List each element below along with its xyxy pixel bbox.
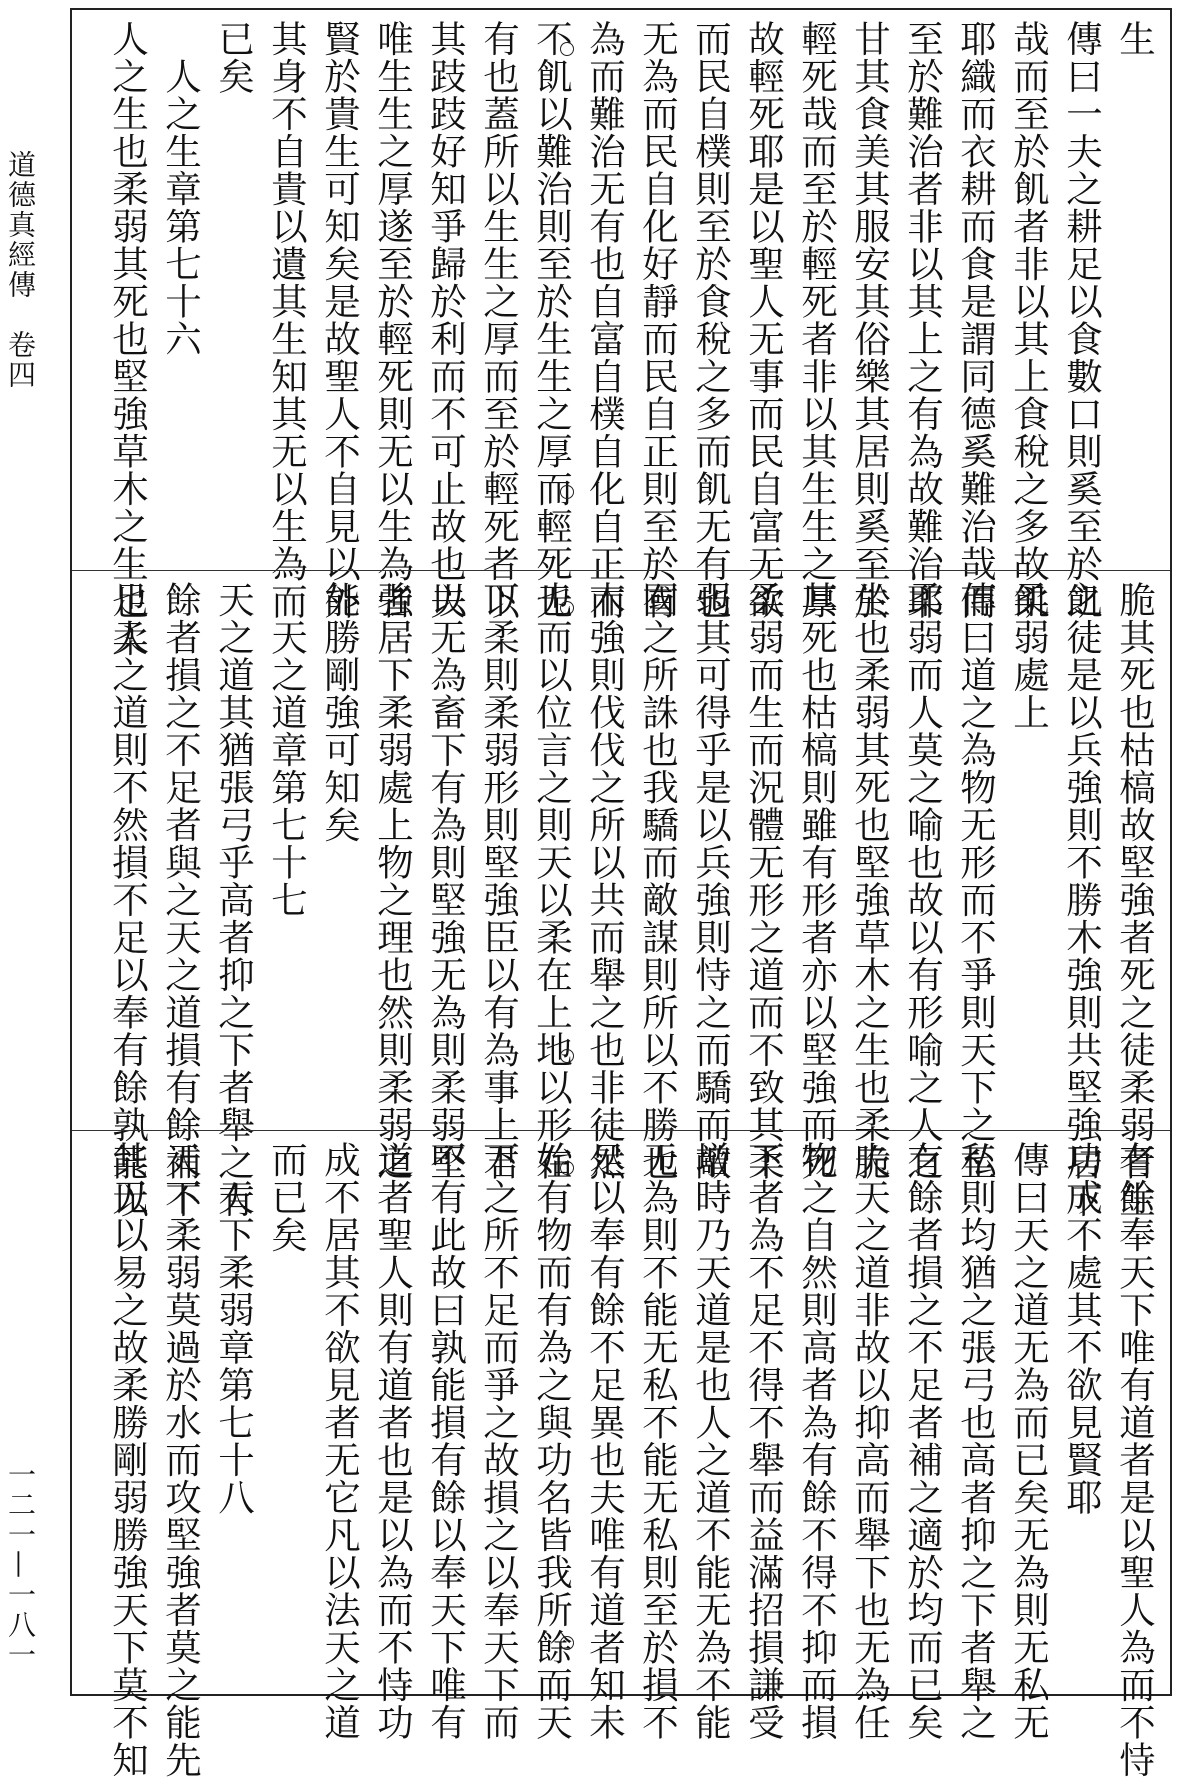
text-column: 无為而民自化好靜而民自正則至於有 [636,20,680,620]
text-column: 其死也枯槁則雖有形者亦以堅強而死 [795,581,839,1181]
text-column: 有也蓋所以生生之厚而至於輕死者以 [477,20,521,620]
text-column: 脆其死也枯槁故堅強者死之徒柔弱者生 [1113,581,1157,1219]
text-column: 木強則伐伐之所以共而舉之也非徒然 [583,581,627,1181]
panel-bottom [72,1130,1170,1779]
text-column: 國之所誅也我驕而敵謀則所以不勝也 [636,581,680,1181]
text-column: 而民自樸則至於食稅之多而飢无有也 [689,20,733,620]
text-column: 其身不自貴以遺其生知其无以生為而 [265,20,309,620]
text-column: 已矣 [212,20,256,95]
text-column: 唯生生之厚遂至於輕死則无以生為者 [371,20,415,620]
text-column: 足以奉有餘不足異也夫唯有道者知未 [583,1141,627,1741]
text-column: 生也柔弱其死也堅強草木之生也柔脆 [848,581,892,1181]
punctuation-circle-mark [560,485,574,499]
text-column: 耶織而衣耕而食是謂同德奚難治哉而 [954,20,998,620]
text-column: 傳曰天之道无為而已矣无為則无私无 [1007,1141,1051,1741]
punctuation-circle-mark [560,1161,574,1175]
text-column: 傳曰道之為物无形而不爭則天下之至 [954,581,998,1181]
chapter-heading: 天下柔弱章第七十八 [212,1141,256,1516]
punctuation-circle-mark [560,1049,574,1063]
text-column: 天之道其猶張弓乎高者抑之下者舉之有 [212,581,256,1219]
page-number-margin: 一二一—一八一 [4,1460,37,1670]
text-column: 足人之道則不然損不足以奉有餘孰能以 [106,581,150,1219]
text-column: 餘者損之不足者與之天之道損有餘補不 [159,581,203,1219]
text-column: 下柔則柔弱形則堅強臣以有為事上君 [477,581,521,1181]
text-column: 弱其可得乎是以兵強則恃之而驕而敵 [689,581,733,1181]
text-column: 无為則不能无私不能无私則至於損不 [636,1141,680,1741]
text-column: 也而以位言之則天以柔在上地以形在 [530,581,574,1181]
text-column: 強居下柔弱處上物之理也然則柔弱之 [371,581,415,1181]
punctuation-circle-mark [560,1636,574,1650]
text-column: 能勝剛強可知矣 [318,581,362,844]
chapter-heading: 人之生章第七十六 [159,20,203,358]
text-column: 夫天之道非故以抑高而舉下也无為任 [848,1141,892,1741]
text-column: 有餘者損之不足者補之適於均而已矣 [901,1141,945,1741]
text-column: 始有物而有為之與功名皆我所餘而天 [530,1141,574,1741]
text-column: 哉而至於飢者非以其上食稅之多故飢 [1007,20,1051,620]
text-column: 柔弱而人莫之喻也故以有形喻之人之 [901,581,945,1181]
text-column: 傳曰一夫之耕足以食數口則奚至於飢 [1060,20,1104,620]
text-column: 道者聖人則有道者也是以為而不恃功 [371,1141,415,1741]
chapter-heading: 天之道章第七十七 [265,581,309,919]
text-column: 之徒是以兵強則不勝木強則共堅強居下 [1060,581,1104,1219]
punctuation-circle-mark [560,601,574,615]
text-column: 增時乃天道是也人之道不能无為不能 [689,1141,733,1741]
text-column: 功成不處其不欲見賢耶 [1060,1141,1104,1516]
text-column: 柔弱處上 [1007,581,1051,731]
book-title-margin: 道德真經傳 卷四 [4,150,37,390]
text-column: 柔弱而生而況體无形之道而不致其柔 [742,581,786,1181]
page-frame [70,8,1172,1779]
text-column: 下者為不足不得不舉而益滿招損謙受 [742,1141,786,1741]
text-column: 人之生也柔弱其死也堅強草木之生也柔 [106,20,150,658]
text-column: 以无為畜下有為則堅強无為則柔弱堅 [424,581,468,1181]
text-column: 其无以易之故柔勝剛弱勝強天下莫不知 [106,1141,150,1779]
text-column: 物之自然則高者為有餘不得不抑而損 [795,1141,839,1741]
text-column: 輕死哉而至於輕死者非以其生生之厚 [795,20,839,620]
text-column: 故輕死耶是以聖人无事而民自富无欲 [742,20,786,620]
text-column: 為而難治无有也自富自樸自化自正而 [583,20,627,620]
text-column: 其跂跂好知爭歸於利而不可止故也夫 [424,20,468,620]
text-column: 生 [1113,20,1157,58]
text-column: 不有此故曰孰能損有餘以奉天下唯有 [424,1141,468,1741]
text-column: 至於難治者非以其上之有為故難治耶 [901,20,945,620]
text-column: 下之所不足而爭之故損之以奉天下而 [477,1141,521,1741]
text-column: 私則均猶之張弓也高者抑之下者舉之 [954,1141,998,1741]
text-column: 有餘奉天下唯有道者是以聖人為而不恃 [1113,1141,1157,1779]
text-column: 成不居其不欲見者无它凡以法天之道 [318,1141,362,1741]
text-column: 甘其食美其服安其俗樂其居則奚至於 [848,20,892,620]
text-column: 天下柔弱莫過於水而攻堅強者莫之能先 [159,1141,203,1779]
text-column: 不飢以難治則至於生生之厚而輕死无 [530,20,574,620]
punctuation-circle-mark [560,42,574,56]
text-column: 賢於貴生可知矣是故聖人不自見以外 [318,20,362,620]
text-column: 而已矣 [265,1141,309,1254]
